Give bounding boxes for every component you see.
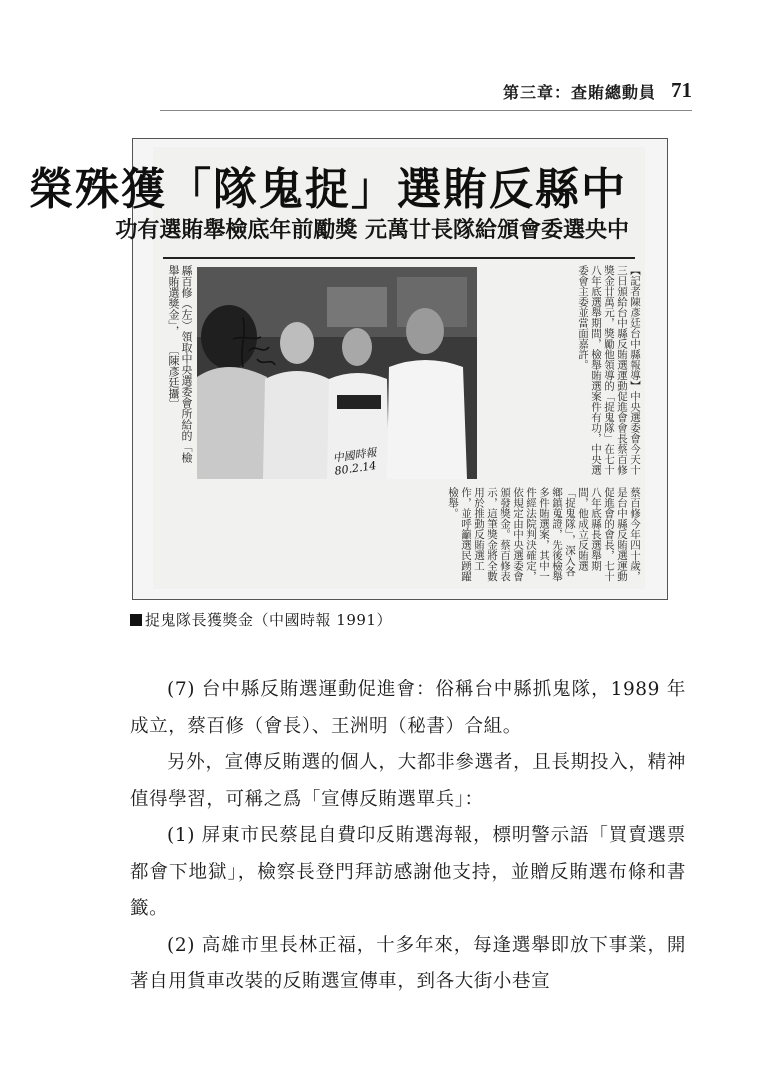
photo-credit: 〔陳彥廷攝〕 — [167, 344, 180, 410]
header-rule — [160, 110, 692, 111]
body-text — [130, 672, 686, 1001]
page-number: 71 — [671, 78, 692, 102]
article-bottom-columns: 蔡百修今年四十歲，是台中縣反賄選運動促進會的會長，七十八年底縣長選舉期間，他成立反賄選「捉鬼隊」，深入各鄉鎮蒐證，先後檢舉多件賄選案，其中一件經法院判決確定，依規定由中央選委會頒發獎金。蔡百修表示，這筆獎金將全數用於推動反賄選工作，並呼籲選民踴躍檢舉。 — [447, 487, 641, 582]
photo-caption — [159, 265, 193, 465]
clipping-paper — [29, 147, 645, 589]
paragraph: (1) 屏東市民蔡昆自費印反賄選海報，標明警示語「買賣選票都會下地獄」，檢察長登門拜訪感謝他支持，並贈反賄選布條和書籤。 — [130, 825, 686, 919]
running-header: 第三章：查賄總動員 — [502, 83, 656, 102]
handwriting-text: 中國時報 80.2.14 — [331, 445, 378, 478]
paragraph: 另外，宣傳反賄選的個人，大都非參選者，且長期投入，精神值得學習，可稱之爲「宣傳反賄選單兵」： — [130, 752, 686, 810]
clipping-headline: 中縣反賄選「捉鬼隊」獲殊榮 — [29, 164, 627, 215]
paragraph: (7) 台中縣反賄選運動促進會：俗稱台中縣抓鬼隊，1989 年成立，蔡百修（會長）、王洲明（秘書）合組。 — [130, 679, 686, 737]
clipping-subhead: 中央選委會頒給隊長廿萬元 獎勵前年底檢舉賄選有功 — [115, 218, 629, 243]
paragraph: (2) 高雄市里長林正福，十多年來，每逢選舉即放下事業，開著自用貨車改裝的反賄選宣傳車，到各大街小巷宣 — [130, 934, 686, 992]
article-right-column: 【記者陳彥廷台中縣報導】中央選委會今天十三日頒給台中縣反賄選運動促進會會長蔡百修獎金廿萬元，獎勵他領導的「捉鬼隊」在七十八年底選舉期間，檢舉賄選案件有功，中央選委會主委並當面嘉許。 — [577, 265, 641, 475]
newspaper-clipping — [29, 138, 668, 600]
photo-caption-text: 縣百修（左）領取中央選委會所給的「檢舉賄選獎金」， — [167, 265, 193, 463]
caption-square-icon — [130, 614, 142, 626]
figure-caption-text: 捉鬼隊長獲獎金（中國時報 1991） — [145, 611, 392, 629]
figure-caption — [130, 609, 392, 630]
